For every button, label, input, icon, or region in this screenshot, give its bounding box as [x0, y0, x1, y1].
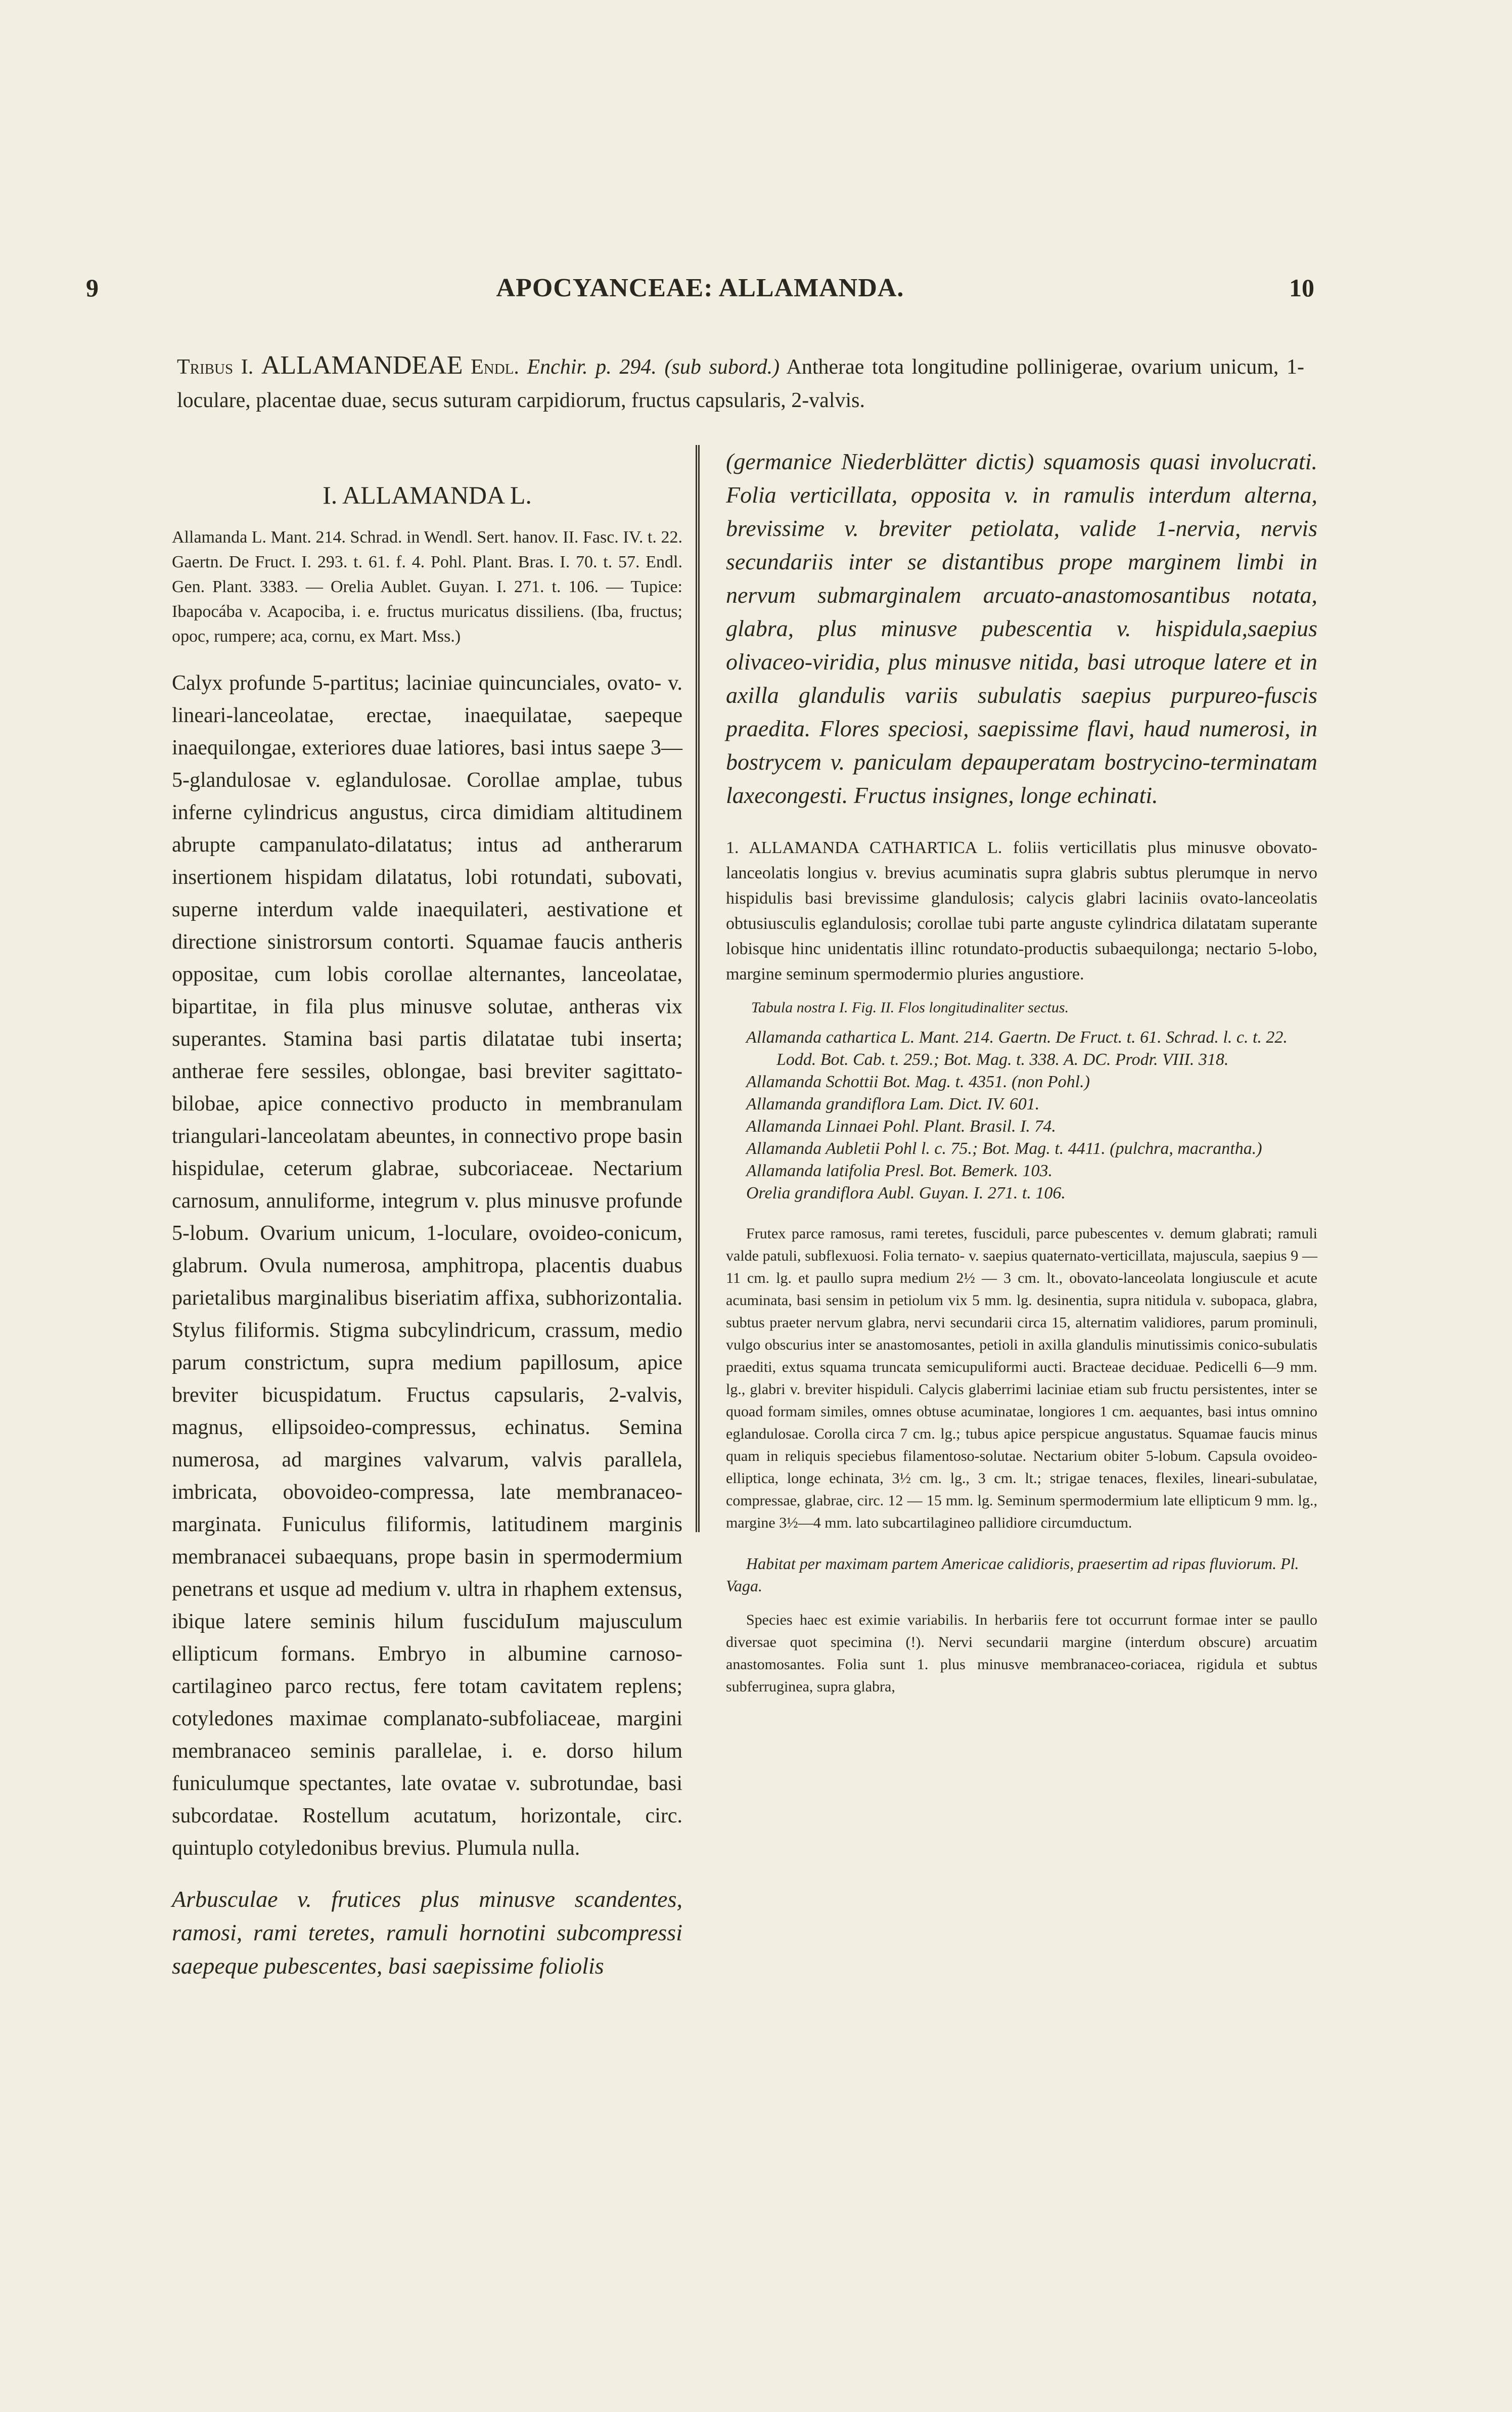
synonym-line: Allamanda Schottii Bot. Mag. t. 4351. (non Pohl.) [746, 1073, 1090, 1091]
left-column [172, 445, 682, 1983]
synonym-line: Allamanda Aubletii Pohl l. c. 75.; Bot. Mag. t. 4411. (pulchra, macrantha.) [746, 1139, 1262, 1158]
genus-habit-left: Arbusculae v. frutices plus minusve scandentes, ramosi, rami teretes, ramuli hornotini subcompressi saepeque pubescentes, basi saepissime foliolis [172, 1886, 682, 1979]
genus-synonymy: Allamanda L. Mant. 214. Schrad. in Wendl. Sert. hanov. II. Fasc. IV. t. 22. Gaertn. De Fruct. I. 293. t. 61. f. 4. Pohl. Plant. Bras. I. 70. t. 57. Endl. Gen. Plant. 3383. — Orelia Aublet. Guyan. I. 271. t. 106. — Tupice: Ibapocába v. Acapociba, i. e. fructus muricatus dissiliens. (Iba, fructus; opoc, rumpere; aca, cornu, ex Mart. Mss.) [172, 528, 682, 646]
running-header [86, 273, 1314, 308]
page-number-right: 10 [1289, 274, 1314, 302]
synonym-line: Allamanda Linnaei Pohl. Plant. Brasil. I. 74. [746, 1117, 1056, 1136]
tribus-paragraph [177, 349, 1304, 417]
right-column [726, 445, 1317, 1698]
column-divider [696, 445, 700, 1532]
tabula-reference: Tabula nostra I. Fig. II. Flos longitudinaliter sectus. [751, 999, 1069, 1016]
tribus-text: Antherae tota longitudine pollinigerae, ovarium unicum, 1-loculare, placentae duae, secus suturam carpidiorum, fructus capsularis, 2-valvis. [177, 355, 1305, 412]
genus-title: I. ALLAMANDA L. [323, 481, 532, 509]
species-heading: 1. ALLAMANDA CATHARTICA L. [726, 838, 1002, 857]
synonym-list [726, 1026, 1317, 1204]
species-diagnosis: foliis verticillatis plus minusve obovato-lanceolatis longius v. brevius acuminatis supra glabris subtus plerumque in nervo hispidulis basi brevissime glandulosis; calycis glabri laciniis ovato-lanceolatis obtusiusculis eglandulosis; corollae tubi parte anguste cylindrica dilatatam superante lobisque hinc unidentatis illinc rotundato-productis subaequilonga; nectario 5-lobo, margine seminum spermodermio pluries angustiore. [726, 838, 1317, 984]
synonym-line: Orelia grandiflora Aubl. Guyan. I. 271. t. 106. [746, 1184, 1066, 1202]
genus-habit-right: (germanice Niederblätter dictis) squamosis quasi involucrati. Folia verticillata, opposita v. in ramulis interdum alterna, brevissime v. breviter petiolata, valide 1-nervia, nervis secundariis inter se distantibus prope marginem limbi in nervum submarginalem arcuato-anastomosantibus notata, glabra, plus minusve pubescentia v. hispidula,saepius olivaceo-viridia, plus minusve nitida, basi utroque latere et in axilla glandulis variis subulatis saepius purpureo-fuscis praedita. Flores speciosi, saepissime flavi, haud numerosi, in bostrycem v. paniculam depauperatam bostrycino-terminatam laxecongesti. Fructus insignes, longe echinati. [726, 449, 1317, 808]
species-habitat: Habitat per maximam partem Americae calidioris, praesertim ad ripas fluviorum. Pl. Vaga. [726, 1554, 1299, 1595]
species-note: Species haec est eximie variabilis. In herbariis fere tot occurrunt formae inter se paullo diversae quot specimina (!). Nervi secundarii margine (interdum obscure) arcuatim anastomosantes. Folia sunt 1. plus minusve membranaceo-coriacea, rigidula et subtus subferruginea, supra glabra, [726, 1612, 1317, 1695]
species-description: Frutex parce ramosus, rami teretes, fusciduli, parce pubescentes v. demum glabrati; ramuli valde patuli, subflexuosi. Folia ternato- v. saepius quaternato-verticillata, majuscula, saepius 9 — 11 cm. lg. et paullo supra medium 2½ — 3 cm. lt., obovato-lanceolata longiuscule et acute acuminata, basi sensim in petiolum vix 5 mm. lg. desinentia, supra nitidula v. subopaca, glabra, subtus praeter nervum glabra, nervi secundarii circa 15, alternatim validiores, parum prominuli, vulgo obscurius inter se anastomosantes, petioli in axilla glandulis minutissimis conico-subulatis praediti, extus squama truncata semicupuliformi aucti. Bracteae deciduae. Pedicelli 6—9 mm. lg., glabri v. breviter hispiduli. Calycis glaberrimi laciniae etiam sub fructu persistentes, inter se quoad formam similes, omnes obtuse acuminatae, longiores 1 cm. aequantes, basi intus omnino eglandulosae. Corolla circa 7 cm. lg.; tubus apice perspicue angustatus. Squamae faucis minus quam in reliquis speciebus filamentoso-solutae. Nectarium obiter 5-lobum. Capsula ovoideo-elliptica, longe echinata, 3½ cm. lg., 3 cm. lt.; strigae tenaces, flexiles, lineari-subulatae, compressae, glabrae, circ. 12 — 15 mm. lg. Seminum spermodermium late ellipticum 9 mm. lg., margine 3½—4 mm. lato subcartilagineo pallidiore circumductum. [726, 1225, 1317, 1531]
tribus-name: ALLAMANDEAE [261, 351, 463, 380]
synonym-line: Allamanda grandiflora Lam. Dict. IV. 601. [746, 1095, 1040, 1113]
tribus-authority: Endl. [471, 355, 519, 379]
tribus-label: Tribus I. [177, 355, 254, 379]
tribus-reference: Enchir. p. 294. (sub subord.) [527, 355, 780, 379]
genus-description: Calyx profunde 5-partitus; laciniae quincunciales, ovato- v. lineari-lanceolatae, erectae, inaequilatae, saepeque inaequilongae, exteriores duae latiores, basi intus saepe 3—5-glandulosae v. eglandulosae. Corollae amplae, tubus inferne cylindricus angustus, circa dimidiam altitudinem abrupte campanulato-dilatatus; intus ad antherarum insertionem hispidam dilatatus, lobi rotundati, subovati, superne interdum valde inaequilateri, aestivatione et directione sinistrorsum contorti. Squamae faucis antheris oppositae, cum lobis corollae alternantes, lanceolatae, bipartitae, in fila plus minusve solutae, antheras vix superantes. Stamina basi partis dilatatae tubi inserta; antherae fere sessiles, oblongae, basi breviter sagittato-bilobae, apice connectivo producto in membranulam triangulari-lanceolatam abeuntes, in connectivo prope basin hispidulae, ceterum glabrae, subcoriaceae. Nectarium carnosum, annuliforme, integrum v. plus minusve profunde 5-lobum. Ovarium unicum, 1-loculare, ovoideo-conicum, glabrum. Ovula numerosa, amphitropa, placentis duabus parietalibus marginalibus biseriatim affixa, subhorizontalia. Stylus filiformis. Stigma subcylindricum, crassum, medio parum constrictum, supra medium papillosum, apice breviter bicuspidatum. Fructus capsularis, 2-valvis, magnus, ellipsoideo-compressus, echinatus. Semina numerosa, ad margines valvarum, valvis parallela, imbricata, obovoideo-compressa, late membranaceo-marginata. Funiculus filiformis, latitudinem marginis membranacei subaequans, prope basin in spermodermium penetrans et usque ad medium v. ultra in rhaphem extensus, ibique latere seminis hilum fusciduIum majusculum ellipticum formans. Embryo in albumine carnoso-cartilagineo parco rectus, fere totam cavitatem replens; cotyledones maximae complanato-subfoliaceae, margini membranaceo seminis parallelae, i. e. dorso hilum funiculumque spectantes, late ovatae v. subrotundae, basi subcordatae. Rostellum acutatum, horizontale, circ. quintuplo cotyledonibus brevius. Plumula nulla. [172, 672, 682, 1860]
page-number-left: 9 [86, 274, 99, 302]
running-title: APOCYANCEAE: ALLAMANDA. [496, 274, 904, 302]
synonym-line: Allamanda latifolia Presl. Bot. Bemerk. 103. [746, 1162, 1052, 1180]
synonym-line: Allamanda cathartica L. Mant. 214. Gaertn. De Fruct. t. 61. Schrad. l. c. t. 22. Lodd. Bot. Cab. t. 259.; Bot. Mag. t. 338. A. DC. Prodr. VIII. 318. [746, 1028, 1288, 1069]
species-paragraph [726, 835, 1317, 987]
